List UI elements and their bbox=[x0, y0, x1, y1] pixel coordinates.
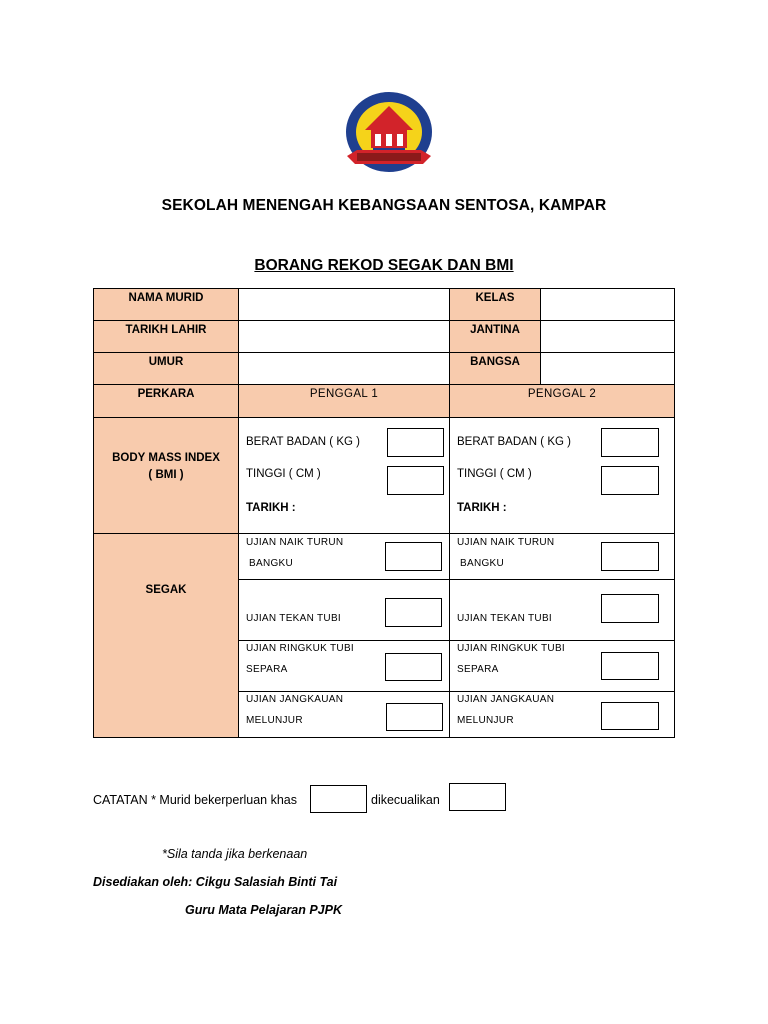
bangsa-label: BANGSA bbox=[470, 356, 520, 368]
tarikh-lahir-label: TARIKH LAHIR bbox=[125, 324, 207, 336]
school-crest-logo bbox=[343, 90, 435, 178]
ringkuk-label-2: SEPARA bbox=[457, 664, 499, 675]
berat-badan-box[interactable] bbox=[387, 428, 444, 457]
catatan-text: CATATAN * Murid bekerperluan khas bbox=[93, 793, 298, 807]
naik-turun-p2 bbox=[449, 533, 675, 580]
jangkauan-label-1: UJIAN JANGKAUAN bbox=[457, 694, 555, 705]
ringkuk-box[interactable] bbox=[385, 653, 442, 681]
tekan-tubi-p2 bbox=[449, 579, 675, 641]
tinggi-box[interactable] bbox=[601, 466, 659, 495]
ringkuk-box[interactable] bbox=[601, 652, 659, 680]
jangkauan-p2 bbox=[449, 691, 675, 738]
prepared-by: Disediakan oleh: Cikgu Salasiah Binti Tai bbox=[93, 875, 338, 889]
bmi-label-line2: ( BMI ) bbox=[148, 469, 184, 481]
umur-label: UMUR bbox=[148, 356, 184, 368]
tekan-tubi-label: UJIAN TEKAN TUBI bbox=[246, 613, 342, 624]
bmi-penggal2 bbox=[449, 417, 675, 534]
naik-turun-box[interactable] bbox=[385, 542, 442, 571]
umur-field[interactable] bbox=[238, 352, 450, 385]
jantina-cell bbox=[449, 320, 541, 353]
naik-turun-label-2: BANGKU bbox=[460, 558, 505, 569]
jangkauan-label-1: UJIAN JANGKAUAN bbox=[246, 694, 344, 705]
ringkuk-label-1: UJIAN RINGKUK TUBI bbox=[457, 643, 566, 654]
naik-turun-p1 bbox=[238, 533, 450, 580]
umur-cell bbox=[93, 352, 239, 385]
tarikh-lahir-cell bbox=[93, 320, 239, 353]
ringkuk-label-1: UJIAN RINGKUK TUBI bbox=[246, 643, 355, 654]
naik-turun-label-1: UJIAN NAIK TURUN bbox=[457, 537, 555, 548]
ringkuk-p1 bbox=[238, 640, 450, 692]
kelas-cell bbox=[449, 288, 541, 321]
ringkuk-label-2: SEPARA bbox=[246, 664, 288, 675]
jangkauan-label-2: MELUNJUR bbox=[457, 715, 514, 726]
naik-turun-label-1: UJIAN NAIK TURUN bbox=[246, 537, 344, 548]
tekan-tubi-box[interactable] bbox=[385, 598, 442, 627]
form-title: BORANG REKOD SEGAK DAN BMI bbox=[254, 257, 514, 274]
berat-badan-box[interactable] bbox=[601, 428, 659, 457]
bmi-label-line1: BODY MASS INDEX bbox=[112, 452, 220, 464]
jangkauan-box[interactable] bbox=[386, 703, 443, 731]
perkara-cell bbox=[93, 384, 239, 418]
jangkauan-p1 bbox=[238, 691, 450, 738]
tekan-tubi-p1 bbox=[238, 579, 450, 641]
berat-badan-label: BERAT BADAN ( KG ) bbox=[246, 436, 360, 448]
penggal1-header bbox=[238, 384, 450, 418]
kelas-label: KELAS bbox=[475, 292, 515, 304]
naik-turun-box[interactable] bbox=[601, 542, 659, 571]
jantina-field[interactable] bbox=[540, 320, 675, 353]
tarikh-label: TARIKH : bbox=[246, 502, 296, 514]
tanda-note: *Sila tanda jika berkenaan bbox=[162, 847, 308, 861]
perkara-label: PERKARA bbox=[137, 388, 195, 400]
teacher-title: Guru Mata Pelajaran PJPK bbox=[185, 903, 343, 917]
berat-badan-label: BERAT BADAN ( KG ) bbox=[457, 436, 571, 448]
tarikh-lahir-field[interactable] bbox=[238, 320, 450, 353]
bangsa-field[interactable] bbox=[540, 352, 675, 385]
jangkauan-label-2: MELUNJUR bbox=[246, 715, 303, 726]
tinggi-label: TINGGI ( CM ) bbox=[246, 468, 321, 480]
dikecualikan-text: dikecualikan bbox=[371, 793, 440, 807]
tinggi-box[interactable] bbox=[387, 466, 444, 495]
dikecualikan-checkbox[interactable] bbox=[449, 783, 506, 811]
segak-cell bbox=[93, 533, 239, 738]
nama-murid-field[interactable] bbox=[238, 288, 450, 321]
penggal2-header bbox=[449, 384, 675, 418]
jangkauan-box[interactable] bbox=[601, 702, 659, 730]
tarikh-label: TARIKH : bbox=[457, 502, 507, 514]
bmi-penggal1 bbox=[238, 417, 450, 534]
nama-murid-cell bbox=[93, 288, 239, 321]
jantina-label: JANTINA bbox=[470, 324, 520, 336]
segak-label: SEGAK bbox=[145, 584, 187, 596]
tekan-tubi-box[interactable] bbox=[601, 594, 659, 623]
school-name: SEKOLAH MENENGAH KEBANGSAAN SENTOSA, KAMPAR bbox=[161, 197, 607, 214]
tinggi-label: TINGGI ( CM ) bbox=[457, 468, 532, 480]
naik-turun-label-2: BANGKU bbox=[249, 558, 294, 569]
penggal2-label: PENGGAL 2 bbox=[527, 388, 597, 400]
penggal1-label: PENGGAL 1 bbox=[309, 388, 379, 400]
tekan-tubi-label: UJIAN TEKAN TUBI bbox=[457, 613, 553, 624]
bmi-cell bbox=[93, 417, 239, 534]
bangsa-cell bbox=[449, 352, 541, 385]
nama-murid-label: NAMA MURID bbox=[128, 292, 204, 304]
kelas-field[interactable] bbox=[540, 288, 675, 321]
ringkuk-p2 bbox=[449, 640, 675, 692]
khas-checkbox[interactable] bbox=[310, 785, 367, 813]
